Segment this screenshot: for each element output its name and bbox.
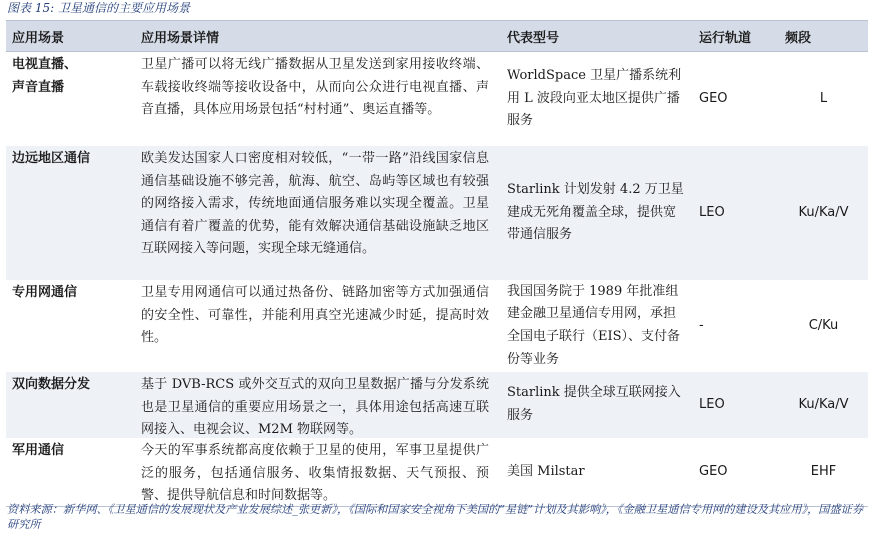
scene-cell: 双向数据分发 <box>12 377 91 392</box>
table-row <box>6 372 868 438</box>
scene-cell: 边远地区通信 <box>12 151 91 166</box>
model-cell: Starlink 计划发射 4.2 万卫星建成无死角覆盖全球，提供宽带通信服务 <box>507 182 684 243</box>
band-cell: Ku/Ka/V <box>798 396 849 412</box>
detail-cell: 基于 DVB-RCS 或外交互式的双向卫星数据广播与分发系统也是卫星通信的重要应用场景之一，具体用途包括高速互联网接入、电视会议、M2M 物联网等。 <box>141 377 489 438</box>
orbit-cell: - <box>699 317 704 333</box>
source-note: 资料来源：新华网、《卫星通信的发展现状及产业发展综述_张更新》，《国际和国家安全视角下美国的“星链”计划及其影响》，《金融卫星通信专用网的建设及其应用》，国盛证券研究所 <box>7 503 864 531</box>
detail-cell: 卫星专用网通信可以通过热备份、链路加密等方式加强通信的安全性、可靠性，并能利用真空光速减少时延，提高时效性。 <box>141 285 489 346</box>
header-detail: 应用场景详情 <box>141 30 220 46</box>
band-cell: EHF <box>810 463 837 479</box>
model-cell: 美国 Milstar <box>507 463 585 479</box>
header-scene: 应用场景 <box>12 30 65 46</box>
application-table <box>6 20 868 507</box>
model-cell: WorldSpace 卫星广播系统利用 L 波段向亚太地区提供广播服务 <box>507 68 682 129</box>
table-row <box>6 438 868 507</box>
table-row <box>6 280 868 372</box>
scene-cell: 专用网通信 <box>12 285 78 300</box>
header-model: 代表型号 <box>507 30 560 46</box>
header-band: 频段 <box>785 30 812 46</box>
scene-cell: 电视直播、 声音直播 <box>12 57 78 95</box>
band-cell: L <box>819 90 828 106</box>
orbit-cell: LEO <box>699 204 725 220</box>
orbit-cell: GEO <box>699 463 728 479</box>
detail-cell: 今天的军事系统都高度依赖于卫星的使用，军事卫星提供广泛的服务，包括通信服务、收集情报数据、天气预报、预警、提供导航信息和时间数据等。 <box>141 443 489 504</box>
header-orbit: 运行轨道 <box>699 30 752 46</box>
band-cell: C/Ku <box>808 317 839 333</box>
orbit-cell: LEO <box>699 396 725 412</box>
model-cell: 我国国务院于 1989 年批准组建金融卫星通信专用网，承担全国电子联行（EIS）、支付备份等业务 <box>507 283 681 367</box>
scene-cell: 军用通信 <box>12 443 65 458</box>
table-row <box>6 52 868 146</box>
table-header <box>6 20 868 52</box>
model-cell: Starlink 提供全球互联网接入服务 <box>507 385 681 423</box>
band-cell: Ku/Ka/V <box>798 204 849 220</box>
detail-cell: 卫星广播可以将无线广播数据从卫星发送到家用接收终端、车载接收终端等接收设备中，从而向公众进行电视直播、声音直播，具体应用场景包括“村村通”、奥运直播等。 <box>141 57 489 118</box>
table-row <box>6 146 868 280</box>
orbit-cell: GEO <box>699 90 728 106</box>
detail-cell: 欧美发达国家人口密度相对较低，“一带一路”沿线国家信息通信基础设施不够完善，航海、航空、岛屿等区域也有较强的网络接入需求，传统地面通信服务难以实现全覆盖。卫星通信有着广覆盖的优势，能有效解决通信基础设施缺乏地区互联网接入等问题，实现全球无缝通信。 <box>141 151 489 257</box>
figure-title: 图表 15: 卫星通信的主要应用场景 <box>7 1 190 15</box>
